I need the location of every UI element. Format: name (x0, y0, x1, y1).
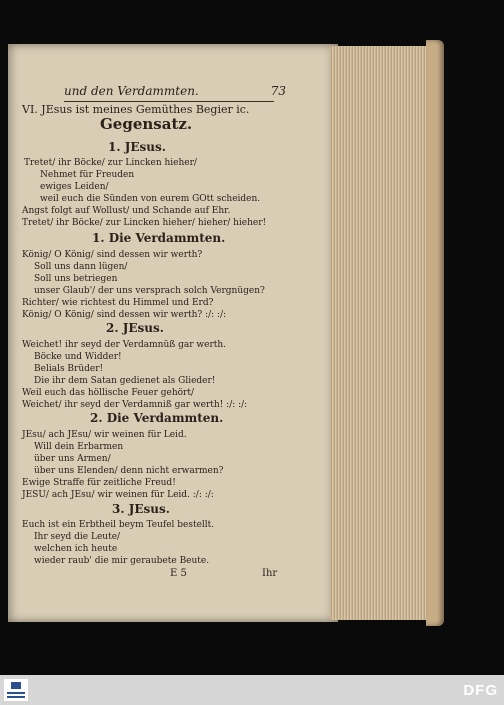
book-cover-edge (426, 40, 444, 626)
text-line: Weichet! ihr seyd der Verdamnüß gar werth. (22, 340, 227, 350)
text-line: welchen ich heute (34, 544, 118, 554)
text-line: wieder raub' die mir geraubete Beute. (34, 556, 210, 566)
text-line: E 5 (170, 568, 187, 579)
text-line: Ihr (262, 568, 278, 579)
text-line: König/ O König/ sind dessen wir werth? :/: :/: (22, 310, 227, 320)
text-line: über uns Armen/ (34, 454, 111, 464)
text-line: Soll uns betriegen (34, 274, 118, 284)
running-head (64, 84, 286, 102)
text-line: Tretet/ ihr Böcke/ zur Lincken hieher/ hieher/ hieher! (22, 218, 267, 228)
text-line: JEsu/ ach JEsu/ wir weinen für Leid. (22, 430, 187, 440)
text-line: Weil euch das höllische Feuer gehört/ (22, 388, 194, 398)
text-line: VI. JEsus ist meines Gemüthes Begier ic. (22, 103, 250, 116)
viewer-footer-bar (0, 675, 504, 705)
page-edges (330, 46, 433, 620)
text-line: Ihr seyd die Leute/ (34, 532, 121, 542)
text-line: über uns Elenden/ denn nicht erwarmen? (34, 466, 224, 476)
text-line: JESU/ ach JEsu/ wir weinen für Leid. :/: :/: (22, 490, 214, 500)
text-line: 1. JEsus. (108, 140, 166, 154)
text-line: Tretet/ ihr Böcke/ zur Lincken hieher/ (24, 158, 197, 168)
text-line: Weichet/ ihr seyd der Verdamniß gar werth! :/: :/: (22, 400, 248, 410)
text-line: unser Glaub'/ der uns versprach solch Vergnügen? (34, 286, 265, 296)
text-line: Böcke und Widder! (34, 352, 122, 362)
text-line: Die ihr dem Satan gedienet als Glieder! (34, 376, 216, 386)
text-line: Ewige Straffe für zeitliche Freud! (22, 478, 176, 488)
text-line: Nehmet für Freuden (40, 170, 135, 180)
text-line: Belials Brüder! (34, 364, 104, 374)
text-line: Euch ist ein Erbtheil beym Teufel bestellt. (22, 520, 215, 530)
running-head-title: und den Verdammten. (64, 84, 199, 98)
text-line: Angst folgt auf Wollust/ und Schande auf Ehr. (22, 206, 231, 216)
text-line: 3. JEsus. (112, 502, 170, 516)
text-line: Will dein Erbarmen (34, 442, 124, 452)
text-line: weil euch die Sünden von eurem GOtt scheiden. (40, 194, 261, 204)
text-line: Richter/ wie richtest du Himmel und Erd? (22, 298, 214, 308)
text-line: 1. Die Verdammten. (92, 231, 226, 245)
text-line: 2. JEsus. (106, 321, 164, 335)
library-logo-icon (4, 679, 28, 701)
page-number: 73 (270, 84, 286, 98)
text-line: ewiges Leiden/ (40, 182, 109, 192)
text-line: Gegensatz. (100, 115, 193, 133)
text-line: König/ O König/ sind dessen wir werth? (22, 250, 203, 260)
text-line: Soll uns dann lügen/ (34, 262, 128, 272)
text-line: 2. Die Verdammten. (90, 411, 224, 425)
dfg-logo: DFG (463, 682, 498, 699)
